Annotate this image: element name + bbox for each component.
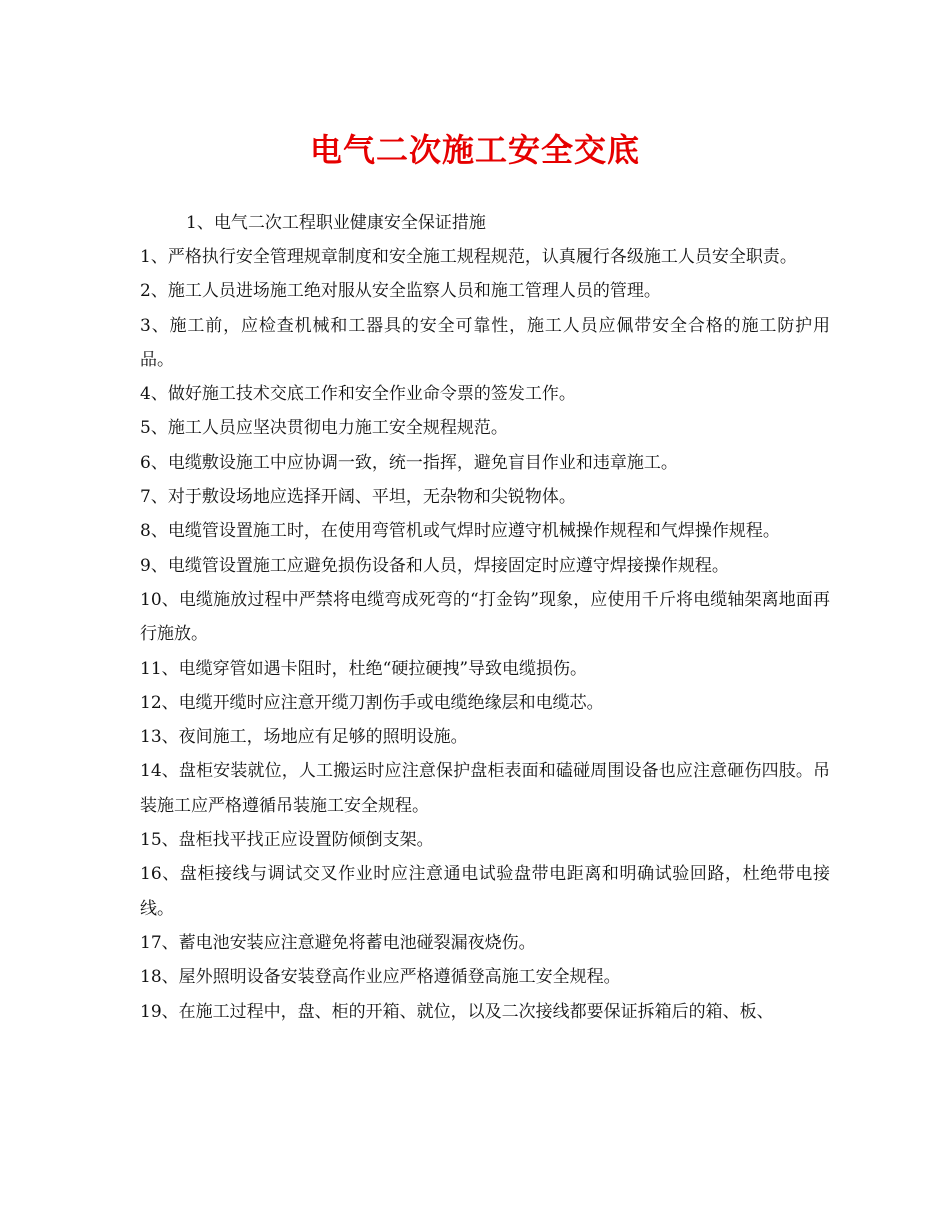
measure-item: 5、施工人员应坚决贯彻电力施工安全规程规范。 [140, 418, 508, 439]
measure-item: 13、夜间施工，场地应有足够的照明设施。 [140, 727, 468, 748]
measure-item: 6、电缆敷设施工中应协调一致，统一指挥，避免盲目作业和违章施工。 [140, 452, 678, 473]
measure-item: 2、施工人员进场施工绝对服从安全监察人员和施工管理人员的管理。 [140, 281, 661, 302]
measure-item: 9、电缆管设置施工应避免损伤设备和人员，焊接固定时应遵守焊接操作规程。 [140, 555, 729, 576]
measure-item: 12、电缆开缆时应注意开缆刀割伤手或电缆绝缘层和电缆芯。 [140, 692, 604, 713]
measure-item: 17、蓄电池安装应注意避免将蓄电池碰裂漏夜烧伤。 [140, 932, 536, 953]
document-body [140, 206, 830, 1029]
measure-item: 18、屋外照明设备安装登高作业应严格遵循登高施工安全规程。 [140, 967, 621, 988]
measure-item: 8、电缆管设置施工时，在使用弯管机或气焊时应遵守机械操作规程和气焊操作规程。 [140, 521, 780, 542]
document-title: 电气二次施工安全交底 [309, 131, 640, 169]
measure-item: 10、电缆施放过程中严禁将电缆弯成死弯的“打金钩”现象，应使用千斤将电缆轴架离地面再行施放。 [140, 589, 830, 645]
measure-item: 14、盘柜安装就位，人工搬运时应注意保护盘柜表面和磕碰周围设备也应注意砸伤四肢。吊装施工应严格遵循吊装施工安全规程。 [140, 761, 830, 816]
measure-item: 3、施工前，应检查机械和工器具的安全可靠性，施工人员应佩带安全合格的施工防护用品。 [140, 315, 830, 370]
measure-item: 19、在施工过程中，盘、柜的开箱、就位，以及二次接线都要保证拆箱后的箱、板、 [140, 1001, 774, 1022]
measure-item: 7、对于敷设场地应选择开阔、平坦，无杂物和尖锐物体。 [140, 487, 576, 508]
measure-item: 4、做好施工技术交底工作和安全作业命令票的签发工作。 [140, 384, 576, 405]
section-heading: 1、电气二次工程职业健康安全保证措施 [186, 213, 486, 233]
measure-item: 16、盘柜接线与调试交叉作业时应注意通电试验盘带电距离和明确试验回路，杜绝带电接线。 [140, 864, 830, 919]
measure-list [140, 240, 830, 1029]
measure-item: 1、严格执行安全管理规章制度和安全施工规程规范，认真履行各级施工人员安全职责。 [140, 247, 797, 267]
measure-item: 15、盘柜找平找正应设置防倾倒支架。 [140, 830, 434, 851]
measure-item: 11、电缆穿管如遇卡阻时，杜绝“硬拉硬拽”导致电缆损伤。 [140, 658, 588, 679]
